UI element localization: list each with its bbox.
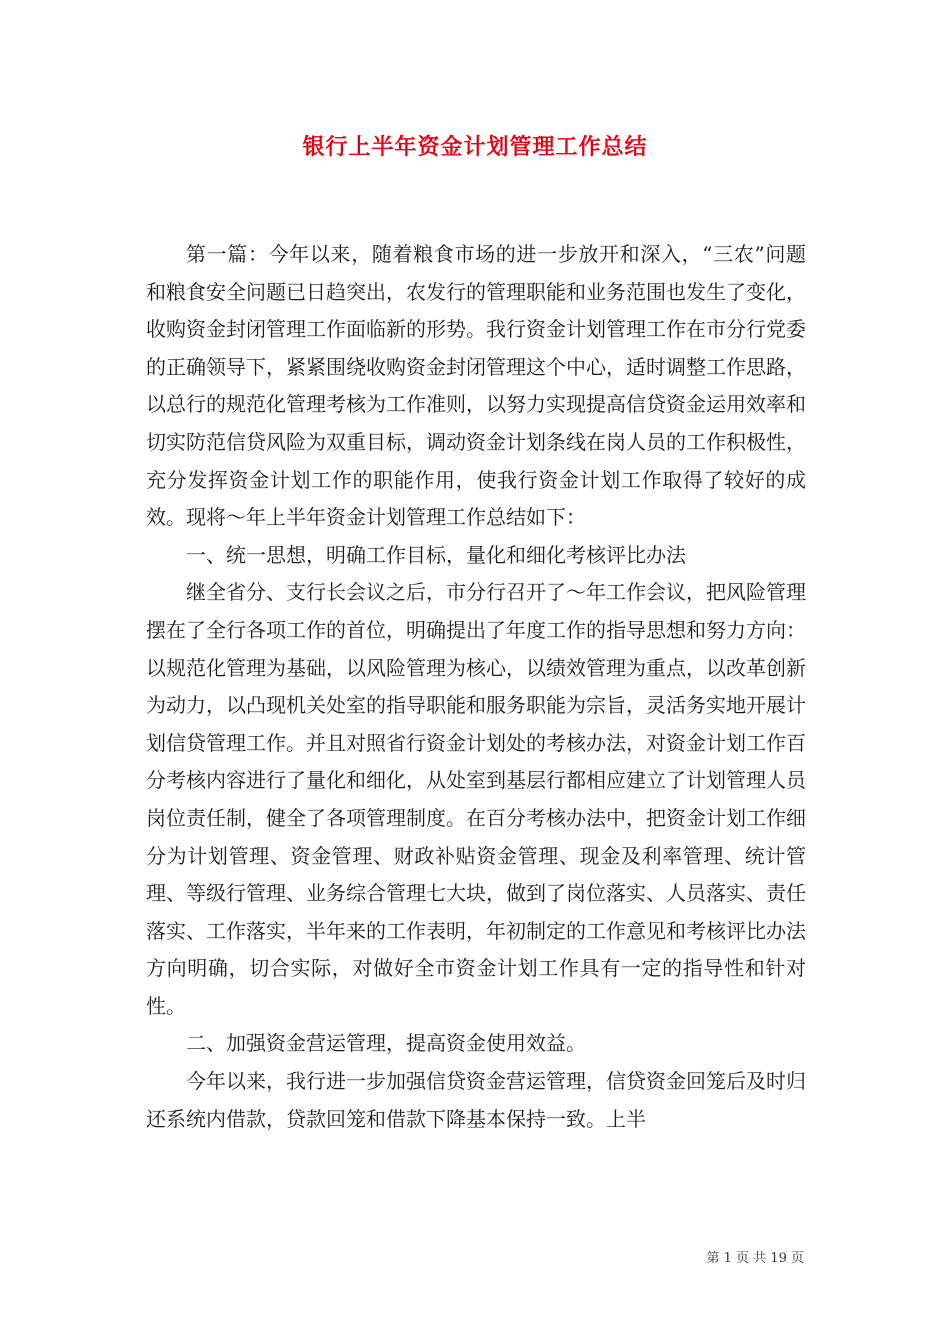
section-heading-2: 二、加强资金营运管理，提高资金使用效益。 [186,1031,586,1056]
document-body [146,236,806,1138]
page-number-footer: 第 1 页 共 19 页 [706,1251,804,1266]
paragraph-section-2: 今年以来，我行进一步加强信贷资金营运管理，信贷资金回笼后及时归还系统内借款，贷款回笼和借款下降基本保持一致。上半 [146,1069,806,1131]
paragraph-intro: 第一篇：今年以来，随着粮食市场的进一步放开和深入，“三农”问题和粮食安全问题已日趋突出，农发行的管理职能和业务范围也发生了变化，收购资金封闭管理工作面临新的形势。我行资金计划管理工作在市分行党委的正确领导下，紧紧围绕收购资金封闭管理这个中心，适时调整工作思路，以总行的规范化管理考核为工作准则，以努力实现提高信贷资金运用效率和切实防范信贷风险为双重目标，调动资金计划条线在岗人员的工作积极性，充分发挥资金计划工作的职能作用，使我行资金计划工作取得了较好的成效。现将～年上半年资金计划管理工作总结如下： [146,242,806,530]
section-heading-1: 一、统一思想，明确工作目标，量化和细化考核评比办法 [186,542,686,567]
document-title: 银行上半年资金计划管理工作总结 [302,134,648,160]
paragraph-section-1: 继全省分、支行长会议之后，市分行召开了～年工作会议，把风险管理摆在了全行各项工作的首位，明确提出了年度工作的指导思想和努力方向：以规范化管理为基础，以风险管理为核心，以绩效管理为重点，以改革创新为动力，以凸现机关处室的指导职能和服务职能为宗旨，灵活务实地开展计划信贷管理工作。并且对照省行资金计划处的考核办法，对资金计划工作百分考核内容进行了量化和细化，从处室到基层行都相应建立了计划管理人员岗位责任制，健全了各项管理制度。在百分考核办法中，把资金计划工作细分为计划管理、资金管理、财政补贴资金管理、现金及利率管理、统计管理、等级行管理、业务综合管理七大块，做到了岗位落实、人员落实、责任落实、工作落实，半年来的工作表明，年初制定的工作意见和考核评比办法方向明确，切合实际，对做好全市资金计划工作具有一定的指导性和针对性。 [146,580,806,1018]
